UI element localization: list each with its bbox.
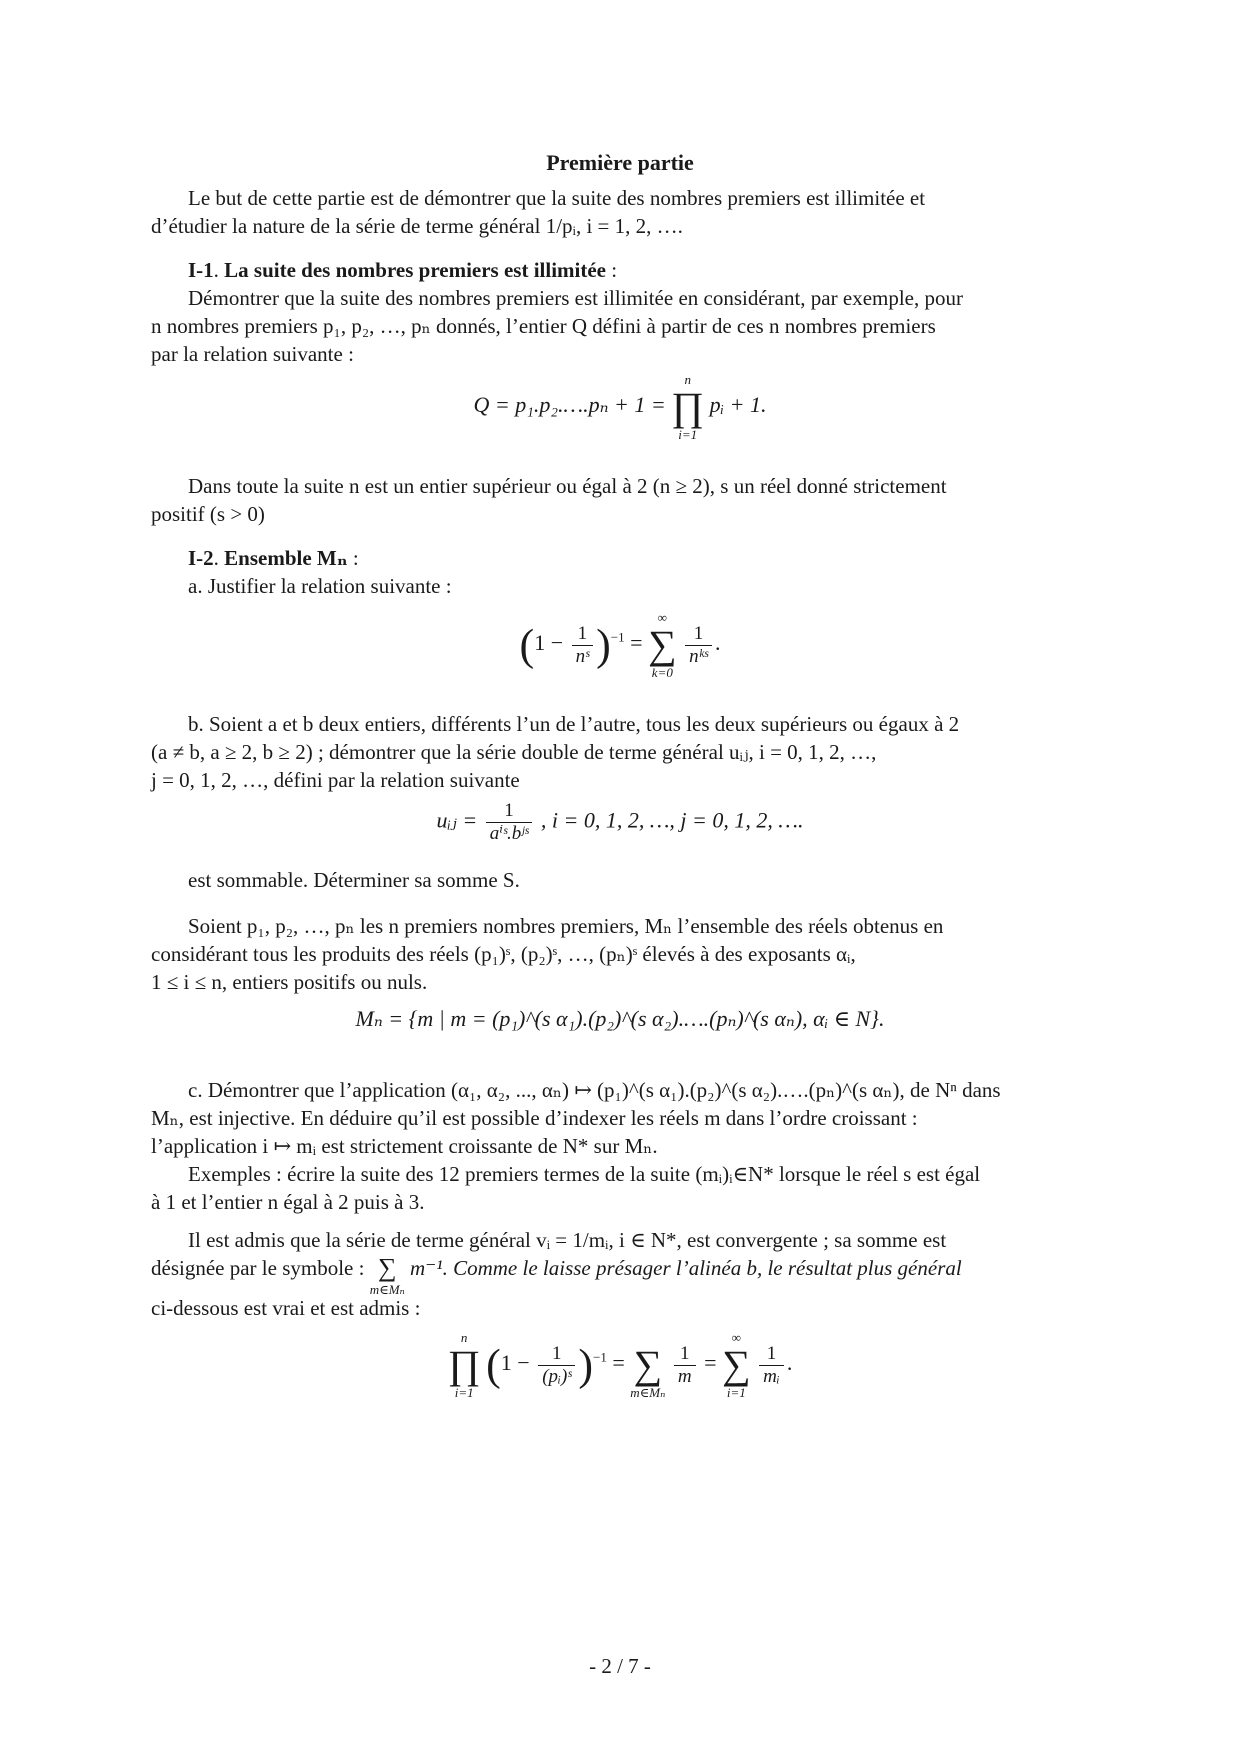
product-symbol: n ∏ i=1: [671, 372, 705, 442]
question-b-conclusion: est sommable. Déterminer sa somme S.: [188, 868, 520, 892]
intro-line: Le but de cette partie est de démontrer que la suite des nombres premiers est illimitée et: [188, 186, 926, 210]
question-c: c. Démontrer que l’application (α₁, α₂, ..., αₙ) ↦ (p₁)^(s α₁).(p₂)^(s α₂).….(pₙ)^(s αₙ), de Nⁿ dans Mₙ, est injective. En déduire qu’il est possible d’indexer les réels m dans l’ordre croissant : l’application i ↦ mᵢ est strictement croissante de N* sur Mₙ. Exemples : écrire la suite des 12 premiers termes de la suite (mᵢ)ᵢ∈N* lorsque le réel s est égal à 1 et l’entier n égal à 2 puis à 3.: [151, 1076, 1091, 1216]
sum-symbol: ∞ ∑ i=1: [722, 1330, 751, 1400]
admitted-result-paragraph: Il est admis que la série de terme général vᵢ = 1/mᵢ, i ∈ N*, est convergente ; sa somme est désignée par le symbole : ∑ m∈Mₙ m⁻¹. Comme le laisse présager l’alinéa b, le résultat plus général ci-dessous est vrai et est admis :: [151, 1228, 962, 1320]
general-assumption: Dans toute la suite n est un entier supérieur ou égal à 2 (n ≥ 2), s un réel donné strictement positif (s > 0): [151, 474, 947, 526]
sum-symbol: ∞ ∑ k=0: [648, 610, 677, 680]
paragraph-line: par la relation suivante :: [151, 342, 354, 366]
equation-final: n ∏ i=1 (1 − $\frac{1}{\text{(pᵢ)ˢ}}$ )$^{-1}$ = ∑ m∈Mₙ $\frac{1}{m}$ = ∞ ∑ i=1 $\frac{1}{\text{mᵢ}}$ .: [447, 1330, 793, 1400]
sum-symbol: ∑ m∈Mₙ: [369, 1253, 405, 1297]
equation-q: Q = p₁.p₂.….pₙ + 1 = n ∏ i=1 pᵢ + 1.: [473, 372, 767, 442]
page-number: - 2 / 7 -: [589, 1654, 651, 1678]
question-b: b. Soient a et b deux entiers, différents l’un de l’autre, tous les deux supérieurs ou égaux à 2 (a ≠ b, a ≥ 2, b ≥ 2) ; démontrer que la série double de terme général uᵢⱼ, i = 0, 1, 2, …, j = 0, 1, 2, …, défini par la relation suivante: [151, 712, 960, 792]
intro-paragraph: [151, 184, 1091, 240]
paragraph-line: Démontrer que la suite des nombres premiers est illimitée en considérant, par exemple, pour: [188, 286, 964, 310]
set-definition-paragraph: Soient p₁, p₂, …, pₙ les n premiers nombres premiers, Mₙ l’ensemble des réels obtenus en considérant tous les produits des réels (p₁)ˢ, (p₂)ˢ, …, (pₙ)ˢ élevés à des exposants αᵢ, 1 ≤ i ≤ n, entiers positifs ou nuls.: [151, 914, 944, 994]
question-a: a. Justifier la relation suivante :: [188, 574, 452, 598]
section-i1: [151, 256, 1091, 368]
equation-set-m: Mₙ = {m | m = (p₁)^(s α₁).(p₂)^(s α₂).….(pₙ)^(s αₙ), αᵢ ∈ N}.: [355, 1006, 885, 1031]
equation-a: (1 − $\frac{1}{\text{nˢ}}$ )$^{-1}$ = ∞ ∑ k=0 $\frac{1}{\text{nᵏˢ}}$ .: [519, 610, 721, 680]
part-title: Première partie: [546, 150, 694, 175]
section-heading: I-2. Ensemble Mₙ :: [188, 546, 359, 570]
sum-symbol: ∑ m∈Mₙ: [630, 1342, 666, 1400]
paragraph-line: n nombres premiers p₁, p₂, …, pₙ donnés, l’entier Q défini à partir de ces n nombres premiers: [151, 314, 936, 338]
product-symbol: n ∏ i=1: [447, 1330, 481, 1400]
intro-line: d’étudier la nature de la série de terme général 1/pᵢ, i = 1, 2, ….: [151, 214, 683, 238]
examples-line: à 1 et l’entier n égal à 2 puis à 3.: [151, 1190, 425, 1214]
section-i2: [151, 544, 1091, 600]
equation-b: uᵢⱼ = $\frac{1}{\text{aⁱˢ.bʲˢ}}$ , i = 0, 1, 2, …, j = 0, 1, 2, ….: [436, 800, 804, 844]
examples-line: Exemples : écrire la suite des 12 premiers termes de la suite (mᵢ)ᵢ∈N* lorsque le réel s est égal: [188, 1162, 981, 1186]
section-heading: I-1. La suite des nombres premiers est illimitée :: [188, 258, 618, 282]
